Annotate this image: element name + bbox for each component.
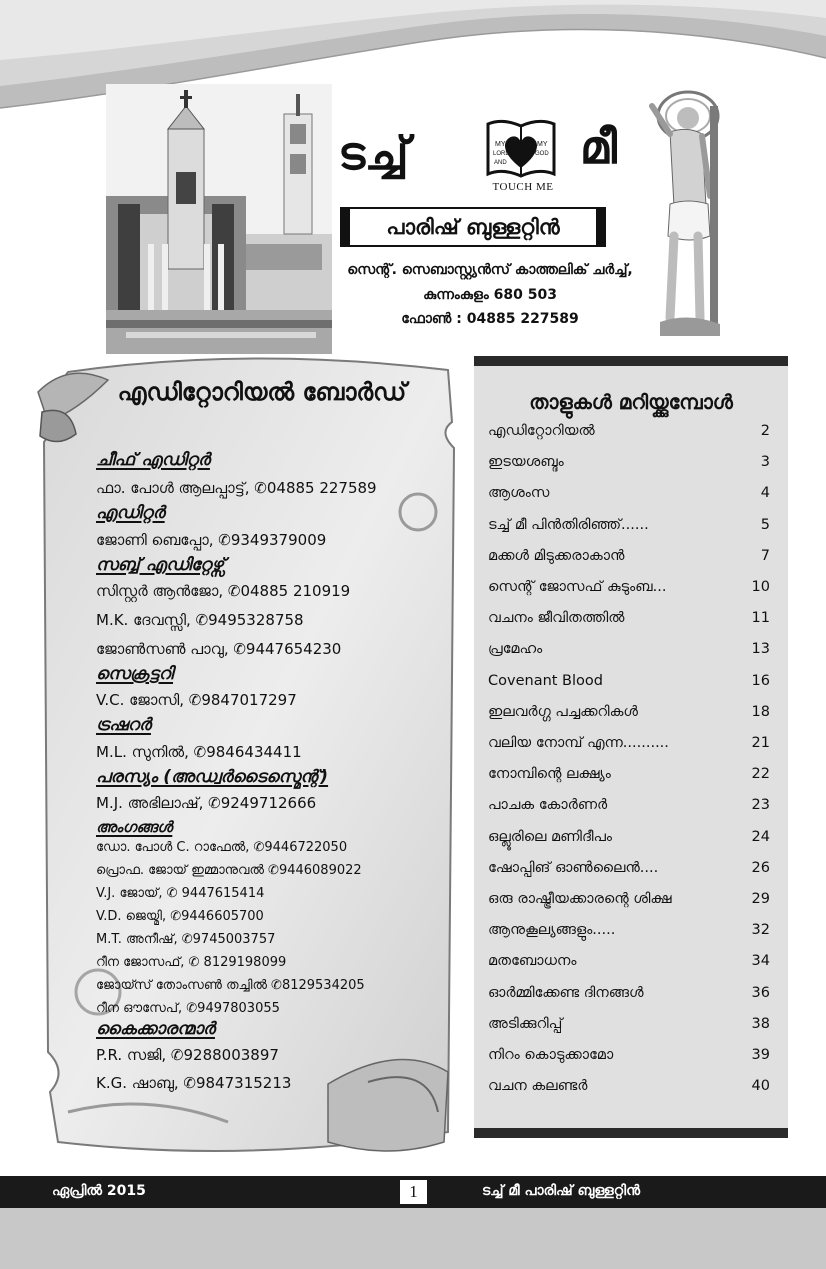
role-chief-editor: ചീഫ് എഡിറ്റർ	[96, 450, 210, 470]
contents-item-title: സെന്റ് ജോസഫ് കുടുംബ...	[488, 579, 667, 595]
member-sub-editor-3: ജോൺസൺ പാവു, ✆9447654230	[96, 640, 342, 658]
contents-item	[488, 1016, 770, 1040]
role-treasurer: ട്രഷറർ	[96, 715, 151, 735]
contents-item-title: ഇലവർഗ്ഗ പച്ചക്കറികൾ	[488, 703, 638, 720]
role-advertisement: പരസ്യം (അഡ്വർടൈസ്മെന്റ്)	[96, 767, 329, 787]
role-secretary: സെക്രട്ടറി	[96, 664, 174, 684]
member-4: V.D. ജെയ്മി, ✆9446605700	[96, 909, 264, 924]
contents-item-page: 10	[751, 579, 770, 595]
member-trustee-1: P.R. സജി, ✆9288003897	[96, 1046, 279, 1064]
church-location: കുന്നംകുളം 680 503	[423, 287, 557, 303]
contents-item-page: 13	[751, 641, 770, 658]
member-3: V.J. ജോയ്, ✆ 9447615414	[96, 886, 265, 901]
contents-item-page: 34	[751, 953, 770, 970]
contents-item-page: 26	[751, 859, 770, 876]
contents-item	[488, 641, 770, 665]
member-sub-editor-2: M.K. ദേവസ്സി, ✆9495328758	[96, 611, 304, 629]
contents-item-page: 11	[751, 610, 770, 627]
contents-item	[488, 860, 770, 884]
contents-title: താളുകൾ മറിയ്ക്കുമ്പോൾ	[529, 390, 733, 414]
contents-item-title: ഓർമ്മിക്കേണ്ട ദിനങ്ങൾ	[488, 984, 644, 1001]
contents-item-title: ആനുകൂല്യങ്ങളും.....	[488, 922, 616, 939]
contents-item	[488, 766, 770, 790]
contents-item	[488, 579, 770, 603]
contents-item	[488, 797, 770, 821]
footer-band	[0, 1208, 826, 1269]
logo-book-text-lord: LORD	[493, 151, 510, 157]
contents-item-page: 22	[751, 766, 770, 783]
logo-subtitle: TOUCH ME	[492, 181, 554, 193]
church-address: സെന്റ്. സെബാസ്റ്റ്യൻസ് കാത്തലിക് ചർച്ച്,	[347, 262, 633, 278]
editorial-board-title: എഡിറ്റോറിയൽ ബോർഡ്	[117, 378, 407, 406]
member-secretary: V.C. ജോസി, ✆9847017297	[96, 691, 297, 709]
contents-item-page: 32	[751, 922, 770, 939]
church-photo	[106, 84, 332, 354]
bulletin-title-bar	[340, 207, 606, 247]
role-editor: എഡിറ്റർ	[96, 503, 165, 523]
contents-item-title: വലിയ നോമ്പ് എന്ന..........	[488, 735, 669, 751]
contents-item-title: ഷോപ്പിങ് ഓൺലൈൻ....	[488, 859, 659, 876]
contents-item-title: എഡിറ്റോറിയൽ	[488, 423, 595, 439]
role-members: അംഗങ്ങൾ	[96, 818, 173, 836]
contents-item-page: 23	[751, 797, 770, 814]
contents-item-page: 2	[760, 423, 770, 439]
member-editor: ജോണി ബെപ്പോ, ✆9349379009	[96, 531, 327, 549]
contents-item-title: അടിക്കുറിപ്പ്	[488, 1015, 563, 1032]
contents-item	[488, 485, 770, 509]
member-8: റീന ഔസേപ്, ✆9497803055	[96, 1001, 280, 1016]
contents-item	[488, 1047, 770, 1071]
contents-item-title: വചനം ജീവിതത്തിൽ	[488, 610, 625, 627]
contents-item-title: മതബോധനം	[488, 953, 577, 970]
contents-item	[488, 1078, 770, 1102]
contents-item-page: 21	[751, 735, 770, 751]
contents-item	[488, 922, 770, 946]
member-trustee-2: K.G. ഷാബു, ✆9847315213	[96, 1074, 292, 1092]
contents-item-title: ഇടയശബ്ദം	[488, 454, 564, 471]
contents-item-page: 3	[760, 454, 770, 471]
contents-item	[488, 454, 770, 478]
footer-date: ഏപ്രിൽ 2015	[52, 1183, 146, 1199]
contents-item-page: 29	[751, 891, 770, 907]
contents-item	[488, 517, 770, 541]
logo-book-text-god: GOD	[535, 151, 549, 157]
saint-statue-photo	[640, 86, 726, 336]
contents-item-title: ഒല്ലൂരിലെ മണിദീപം	[488, 828, 612, 845]
contents-item	[488, 673, 770, 697]
contents-item-title: Covenant Blood	[488, 672, 603, 689]
member-advertisement: M.J. അഭിലാഷ്, ✆9249712666	[96, 794, 317, 812]
contents-item-page: 38	[751, 1015, 770, 1032]
member-1: ഡോ. പോൾ C. റാഫേൽ, ✆9446722050	[96, 840, 348, 855]
logo-word-touch: ടച്ച്	[338, 126, 409, 180]
member-2: പ്രൊഫ. ജോയ് ഇമ്മാനുവൽ ✆9446089022	[96, 863, 362, 878]
open-book-heart-icon	[485, 118, 557, 180]
member-sub-editor-1: സിസ്റ്റർ ആൻജോ, ✆04885 210919	[96, 582, 351, 600]
contents-item-title: ആശംസ	[488, 485, 550, 502]
contents-item-page: 4	[760, 485, 770, 502]
member-7: ജോയ്സ് തോംസൺ തച്ചിൽ ✆8129534205	[96, 978, 365, 993]
contents-item	[488, 891, 770, 915]
contents-item	[488, 610, 770, 634]
member-5: M.T. അനീഷ്, ✆9745003757	[96, 932, 276, 947]
member-6: റീന ജോസഫ്, ✆ 8129198099	[96, 955, 287, 970]
logo-book-text-my2: MY	[537, 141, 548, 148]
logo-book-text-my: MY	[495, 141, 506, 148]
contents-item	[488, 829, 770, 853]
page-number: 1	[400, 1180, 427, 1204]
contents-item-title: വചന കലണ്ടർ	[488, 1078, 588, 1095]
contents-list	[474, 356, 788, 1138]
contents-item	[488, 953, 770, 977]
contents-item	[488, 735, 770, 759]
bulletin-title: പാരിഷ് ബുള്ളറ്റിൻ	[386, 215, 560, 239]
contents-item-page: 40	[751, 1078, 770, 1095]
contents-item-page: 36	[751, 984, 770, 1001]
contents-item-title: പ്രമേഹം	[488, 641, 543, 658]
contents-item	[488, 704, 770, 728]
contents-item	[488, 985, 770, 1009]
role-trustees: കൈക്കാരന്മാർ	[96, 1019, 215, 1039]
contents-item	[488, 548, 770, 572]
role-sub-editors: സബ്ബ് എഡിറ്റേഴ്സ്	[96, 555, 224, 575]
contents-item-page: 18	[751, 703, 770, 720]
contents-item-page: 24	[751, 828, 770, 845]
church-phone: ഫോൺ : 04885 227589	[401, 311, 579, 327]
member-chief-editor: ഫാ. പോൾ ആലപ്പാട്ട്, ✆04885 227589	[96, 479, 377, 497]
contents-item-title: മക്കൾ മിടുക്കരാകാൻ	[488, 547, 625, 564]
contents-item-page: 16	[751, 672, 770, 689]
member-treasurer: M.L. സുനിൽ, ✆9846434411	[96, 743, 302, 761]
contents-item-title: ഒരു രാഷ്ട്രീയക്കാരന്റെ ശിക്ഷ	[488, 891, 672, 907]
contents-item-page: 5	[760, 516, 770, 533]
logo-word-me: മീ	[580, 120, 618, 174]
contents-item-title: പാചക കോർണർ	[488, 797, 608, 814]
contents-item-title: നിറം കൊടുക്കാമോ	[488, 1047, 614, 1063]
logo-book-text-and: AND	[494, 160, 507, 166]
contents-item	[488, 423, 770, 447]
contents-item-title: ടച്ച് മീ പിൻതിരിഞ്ഞ്......	[488, 516, 649, 533]
contents-item-title: നോമ്പിന്റെ ലക്ഷ്യം	[488, 766, 611, 783]
footer-title: ടച്ച് മീ പാരിഷ് ബുള്ളറ്റിൻ	[482, 1183, 640, 1199]
contents-item-page: 39	[751, 1047, 770, 1063]
contents-item-page: 7	[760, 547, 770, 564]
